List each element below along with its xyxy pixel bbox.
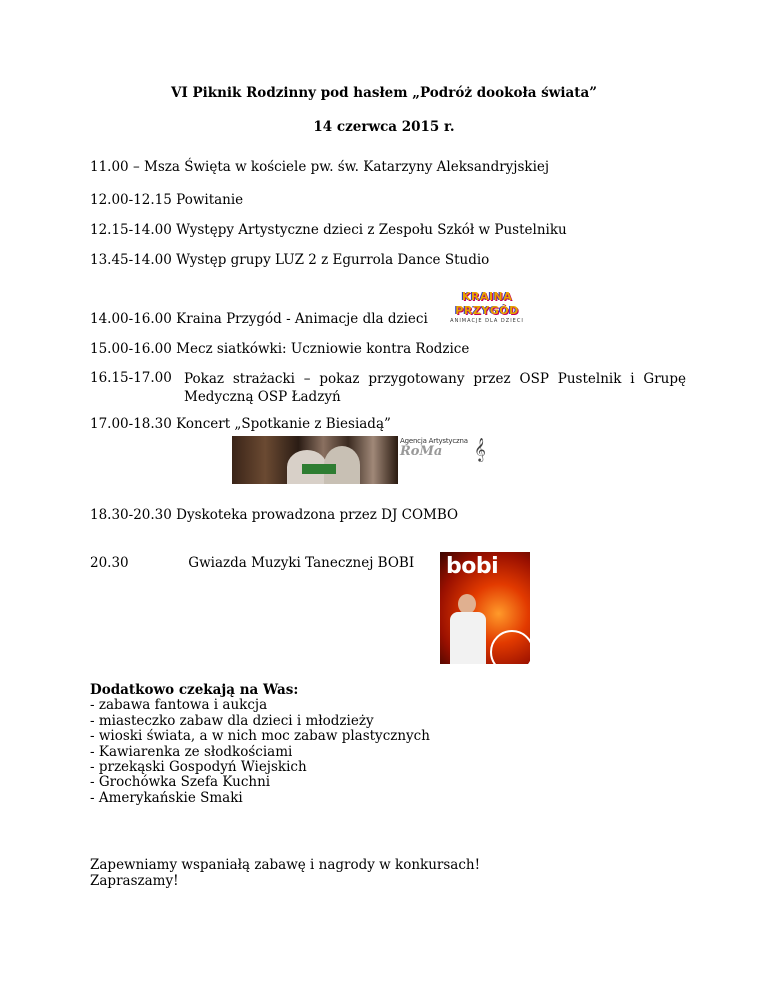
concert-photo — [232, 436, 398, 484]
schedule-text: Występ grupy LUZ 2 z Egurrola Dance Studio — [176, 252, 490, 268]
schedule-time: 15.00-16.00 — [90, 341, 172, 357]
schedule-item — [90, 555, 414, 571]
closing-line: Zapraszamy! — [90, 873, 179, 889]
extras-heading: Dodatkowo czekają na Was: — [90, 682, 299, 698]
schedule-item — [90, 416, 391, 432]
list-item: - Kawiarenka ze słodkościami — [90, 743, 293, 760]
schedule-text: Gwiazda Muzyki Tanecznej BOBI — [188, 555, 415, 571]
schedule-time: 18.30-20.30 — [90, 507, 172, 523]
list-item: - przekąski Gospodyń Wiejskich — [90, 759, 307, 776]
schedule-item — [90, 252, 489, 268]
schedule-time: 16.15-17.00 — [90, 370, 172, 386]
schedule-item — [90, 341, 469, 357]
event-date: 14 czerwca 2015 r. — [313, 119, 455, 135]
schedule-time: 13.45-14.00 — [90, 252, 172, 268]
schedule-item — [90, 159, 549, 175]
bobi-logo: bobi — [446, 554, 499, 579]
extras-section — [90, 683, 430, 806]
kraina-logo-word: KRAINA PRZYGÓD — [455, 290, 519, 317]
schedule-text: Kraina Przygód - Animacje dla dzieci — [176, 311, 428, 327]
schedule-item — [90, 222, 567, 238]
photo-flag — [302, 464, 336, 474]
bobi-poster — [440, 552, 530, 664]
poster-figure — [458, 594, 476, 614]
list-item: - wioski świata, a w nich moc zabaw plastycznych — [90, 728, 430, 745]
schedule-text: Koncert „Spotkanie z Biesiadą” — [176, 416, 391, 432]
document-title: VI Piknik Rodzinny pod hasłem „Podróż dookoła świata” — [170, 85, 598, 101]
schedule-time: 17.00-18.30 — [90, 416, 172, 432]
schedule-text: Powitanie — [176, 192, 244, 208]
closing-section — [90, 857, 480, 889]
roma-logo-big: RoMa — [400, 444, 443, 459]
music-clef-icon: 𝄞 — [474, 437, 486, 461]
schedule-text: Pokaz strażacki – pokaz przygotowany przez OSP Pustelnik i Grupę Medyczną OSP Ładzyń — [184, 371, 686, 405]
kraina-przygod-logo — [442, 290, 532, 324]
roma-agency-logo — [400, 437, 490, 461]
list-item: - miasteczko zabaw dla dzieci i młodzieży — [90, 712, 374, 729]
schedule-item — [90, 370, 686, 406]
schedule-text: Mecz siatkówki: Uczniowie kontra Rodzice — [176, 341, 470, 357]
poster-figure — [450, 612, 486, 664]
schedule-item — [90, 311, 428, 327]
kraina-logo-sub: ANIMACJE DLA DZIECI — [450, 318, 524, 324]
schedule-time: 20.30 — [90, 555, 129, 571]
closing-line: Zapewniamy wspaniałą zabawę i nagrody w konkursach! — [90, 857, 481, 873]
schedule-text: Msza Święta w kościele pw. św. Katarzyny Aleksandryjskiej — [144, 159, 550, 175]
list-item: - zabawa fantowa i aukcja — [90, 697, 268, 714]
schedule-item — [90, 192, 243, 208]
schedule-text: Występy Artystyczne dzieci z Zespołu Szkół w Pustelniku — [176, 222, 567, 238]
schedule-time: 11.00 – — [90, 159, 140, 175]
schedule-item — [90, 507, 458, 523]
schedule-time: 14.00-16.00 — [90, 311, 172, 327]
schedule-time: 12.15-14.00 — [90, 222, 172, 238]
poster-disc — [490, 630, 530, 664]
schedule-text: Dyskoteka prowadzona przez DJ COMBO — [176, 507, 459, 523]
schedule-time: 12.00-12.15 — [90, 192, 172, 208]
roma-logo-small: Agencja Artystyczna — [400, 437, 468, 445]
list-item: - Grochówka Szefa Kuchni — [90, 774, 271, 791]
list-item: - Amerykańskie Smaki — [90, 789, 243, 806]
